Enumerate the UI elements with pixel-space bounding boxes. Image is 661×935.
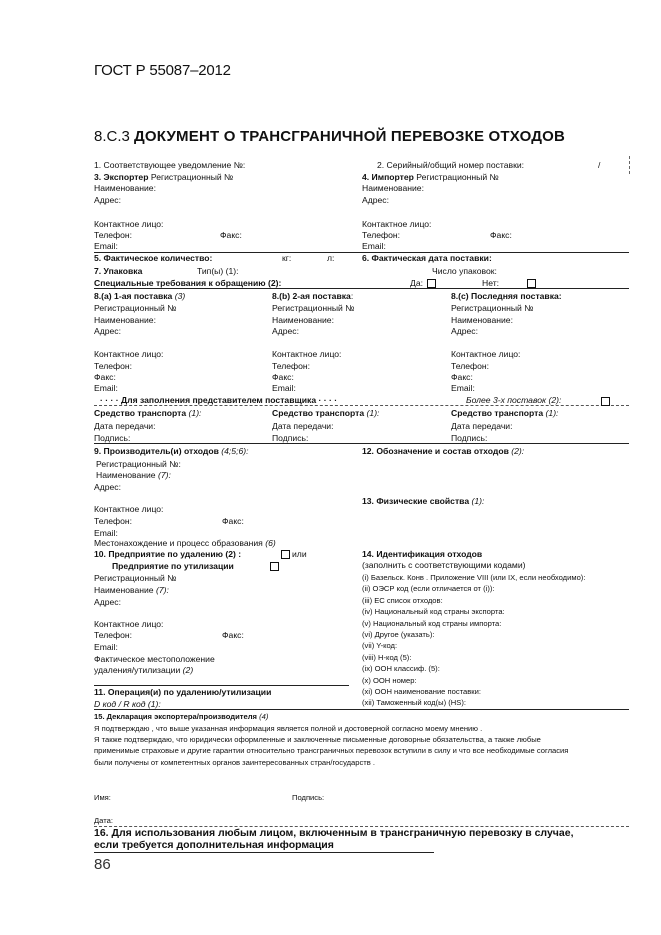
transport-1	[94, 408, 201, 418]
title-text: ДОКУМЕНТ О ТРАНСГРАНИЧНОЙ ПЕРЕВОЗКЕ ОТХОДОВ	[134, 128, 566, 145]
carrier-3-phone: Телефон:	[451, 361, 490, 371]
transport-3-note: (1):	[545, 408, 559, 418]
producer-name: Наименование	[96, 470, 156, 480]
declaration-date: Дата:	[94, 816, 113, 825]
disposal-actual2: удаления/утилизации	[94, 665, 181, 675]
rule-before-s11	[94, 685, 349, 686]
carrier-fill-dots-right: · · · ·	[318, 395, 338, 405]
disposal-heading-line	[94, 549, 241, 559]
disposal-actual2-note: (2)	[182, 665, 194, 675]
transport-1-date: Дата передачи:	[94, 421, 156, 431]
more-than-three-checkbox[interactable]	[601, 397, 610, 406]
transport-2-date: Дата передачи:	[272, 421, 334, 431]
importer-phone: Телефон:	[362, 230, 401, 240]
actual-quantity: 5. Фактическое количество:	[94, 253, 213, 263]
declaration-p2: Я также подтверждаю, что юридически оформленные и заключенные письменные договорные обязательства, а также любые	[94, 735, 541, 744]
exporter-name: Наименование:	[94, 183, 156, 193]
rule-before-s15	[94, 709, 629, 710]
shipment-slash: /	[598, 160, 601, 170]
carrier-2-fax: Факс:	[272, 372, 294, 382]
declaration-note: (4)	[259, 712, 269, 721]
transport-2-sign: Подпись:	[272, 433, 309, 443]
carrier-fill-label	[100, 395, 337, 405]
carrier-2-heading: 8.(b) 2-ая поставка	[272, 291, 351, 301]
carrier-1-email: Email:	[94, 383, 118, 393]
producer-site: Местонахождение и процесс образования	[94, 538, 263, 548]
producer-heading-line	[94, 446, 249, 456]
transport-2-means: Средство транспорта	[272, 408, 365, 418]
operation-codes: D код / R код (1):	[94, 699, 161, 709]
waste-id-item: (vi) Другое (указать):	[362, 630, 435, 639]
carrier-1-reg: Регистрационный №	[94, 303, 177, 313]
more-than-three-colon: :	[558, 395, 562, 405]
waste-id-item: (ii) ОЭСР код (если отличается от (i)):	[362, 584, 495, 594]
exporter-email: Email:	[94, 241, 118, 251]
rule-after-s16	[94, 852, 434, 853]
carrier-3-address: Адрес:	[451, 326, 478, 336]
producer-name-line	[96, 470, 171, 480]
disposal-email: Email:	[94, 642, 118, 652]
disposal-name-line	[94, 585, 169, 595]
recovery-checkbox[interactable]	[270, 562, 279, 571]
waste-composition: 12. Обозначение и состав отходов	[362, 446, 509, 456]
transport-3-date: Дата передачи:	[451, 421, 513, 431]
disposal-fax: Факс:	[222, 630, 244, 640]
waste-id-item: (xii) Таможенный код(ы) (HS):	[362, 698, 466, 708]
producer-contact: Контактное лицо:	[94, 504, 164, 514]
producer-phone: Телефон:	[94, 516, 133, 526]
carrier-1-fax: Факс:	[94, 372, 116, 382]
quantity-l: л:	[327, 253, 335, 263]
document-title	[94, 128, 565, 145]
rule-after-packaging	[94, 288, 629, 289]
recovery-heading: Предприятие по утилизации	[112, 561, 234, 571]
carrier-2-phone: Телефон:	[272, 361, 311, 371]
declaration-p1: Я подтверждаю , что выше указанная информация является полной и достоверной согласно моему мнению .	[94, 724, 483, 733]
disposal-heading: 10. Предприятие по удалению (2) :	[94, 549, 242, 559]
waste-id-heading: 14. Идентификация отходов	[362, 549, 483, 559]
carrier-fill-text: Для заполнения представителем поставщика	[121, 395, 317, 405]
exporter-contact: Контактное лицо:	[94, 219, 164, 229]
transport-3-sign: Подпись:	[451, 433, 488, 443]
declaration-sign: Подпись:	[292, 793, 325, 802]
packaging-heading: 7. Упаковка	[94, 266, 143, 276]
special-handling: Специальные требования к обращению (2):	[94, 278, 282, 288]
importer-heading: 4. Импортер	[362, 172, 414, 182]
disposal-phone: Телефон:	[94, 630, 133, 640]
waste-id-item: (iii) ЕС список отходов:	[362, 595, 443, 605]
disposal-reg: Регистрационный №	[94, 573, 177, 583]
disposal-or: или	[292, 549, 307, 559]
carrier-1-note: (3)	[174, 291, 186, 301]
carrier-1-name: Наименование:	[94, 315, 156, 325]
producer-heading: 9. Производитель(и) отходов	[94, 446, 219, 456]
carrier-2-reg: Регистрационный №	[272, 303, 355, 313]
disposal-checkbox[interactable]	[281, 550, 290, 559]
special-yes-label: Да:	[410, 278, 423, 288]
carrier-1-address: Адрес:	[94, 326, 121, 336]
declaration-p3: применимые страховые и другие гарантии относительно трансграничных перевозок вступили в силу и что все необходимые согласия	[94, 746, 569, 755]
physical-properties-line	[362, 496, 484, 506]
carrier-fill-dots-left: · · · ·	[100, 395, 119, 405]
shipment-number: 2. Серийный/общий номер поставки:	[377, 160, 525, 170]
exporter-reg: Регистрационный №	[150, 172, 234, 182]
disposal-name-note: (7):	[155, 585, 169, 595]
waste-composition-line	[362, 446, 524, 456]
physical-properties-note: (1):	[471, 496, 485, 506]
transport-2-note: (1):	[366, 408, 380, 418]
packaging-types: Тип(ы) (1):	[197, 266, 239, 276]
declaration-p4: были получены от компетентных органов заинтересованных стран/государств .	[94, 758, 376, 767]
carrier-3-reg: Регистрационный №	[451, 303, 534, 313]
transport-3	[451, 408, 558, 418]
special-no-checkbox[interactable]	[527, 279, 536, 288]
transport-2	[272, 408, 379, 418]
carrier-3-contact: Контактное лицо:	[451, 349, 521, 359]
declaration-heading-line	[94, 712, 268, 721]
disposal-contact: Контактное лицо:	[94, 619, 164, 629]
carrier-1-phone: Телефон:	[94, 361, 133, 371]
producer-fax: Факс:	[222, 516, 244, 526]
standard-number: ГОСТ Р 55087–2012	[94, 62, 231, 79]
carrier-1-heading-line	[94, 291, 185, 301]
exporter-phone: Телефон:	[94, 230, 133, 240]
exporter-heading: 3. Экспортер	[94, 172, 149, 182]
transport-3-means: Средство транспорта	[451, 408, 544, 418]
importer-name: Наименование:	[362, 183, 424, 193]
importer-reg: Регистрационный №	[416, 172, 499, 182]
importer-fax: Факс:	[490, 230, 512, 240]
frame-right-top	[629, 156, 630, 174]
physical-properties: 13. Физические свойства	[362, 496, 470, 506]
producer-site-note: (6)	[265, 538, 276, 548]
additional-info-line2: если требуется дополнительная информация	[94, 839, 334, 851]
more-than-three-text: Более 3-х поставок (2)	[466, 395, 559, 405]
quantity-kg: кг:	[282, 253, 292, 263]
carrier-3-fax: Факс:	[451, 372, 473, 382]
waste-composition-note: (2):	[511, 446, 525, 456]
producer-reg: Регистрационный №:	[96, 459, 181, 469]
disposal-address: Адрес:	[94, 597, 121, 607]
actual-date: 6. Фактическая дата поставки:	[362, 253, 492, 263]
additional-info-line1: 16. Для использования любым лицом, включенным в трансграничную перевозку в случае,	[94, 827, 574, 839]
waste-id-item: (x) ООН номер:	[362, 675, 417, 685]
carrier-2-email: Email:	[272, 383, 296, 393]
rule-carrier-fill	[94, 405, 629, 406]
waste-id-item: (vii) Y-код:	[362, 641, 398, 651]
producer-name-note: (7):	[157, 470, 171, 480]
carrier-3-name: Наименование:	[451, 315, 513, 325]
producer-note: (4;5;6):	[221, 446, 249, 456]
exporter-address: Адрес:	[94, 195, 121, 205]
carrier-1-heading: 8.(a) 1-ая поставка	[94, 291, 173, 301]
waste-id-item: (xi) ООН наименование поставки:	[362, 687, 481, 696]
waste-id-item: (ix) ООН классиф. (5):	[362, 664, 440, 674]
disposal-actual2-line	[94, 665, 193, 675]
carrier-1-contact: Контактное лицо:	[94, 349, 164, 359]
carrier-2-name: Наименование:	[272, 315, 334, 325]
notification-number: 1. Соответствующее уведомление №:	[94, 160, 246, 170]
packaging-count: Число упаковок:	[432, 266, 497, 276]
carrier-3-email: Email:	[451, 383, 475, 393]
carrier-3-heading: 8.(c) Последняя поставка:	[451, 291, 562, 301]
producer-site-line	[94, 538, 276, 548]
waste-id-item: (i) Базельск. Конв . Приложение VIII (или IX, если необходимо):	[362, 573, 586, 582]
disposal-name: Наименование	[94, 585, 154, 595]
transport-1-note: (1):	[188, 408, 202, 418]
exporter-heading-line	[94, 172, 233, 182]
rule-after-transport	[94, 443, 629, 444]
exporter-fax: Факс:	[220, 230, 242, 240]
page-number: 86	[94, 856, 111, 873]
importer-heading-line	[362, 172, 499, 182]
transport-1-sign: Подпись:	[94, 433, 131, 443]
producer-address: Адрес:	[94, 482, 121, 492]
waste-id-sub: (заполнить с соответствующими кодами)	[362, 560, 526, 570]
carrier-2-note: :	[350, 291, 354, 301]
importer-email: Email:	[362, 241, 386, 251]
importer-address: Адрес:	[362, 195, 389, 205]
operation-heading: 11. Операция(и) по удалению/утилизации	[94, 687, 272, 697]
carrier-2-address: Адрес:	[272, 326, 299, 336]
special-no-label: Нет:	[482, 278, 500, 288]
waste-id-item: (iv) Национальный код страны экспорта:	[362, 607, 505, 617]
disposal-actual: Фактическое местоположение	[94, 654, 215, 664]
declaration-name: Имя:	[94, 793, 111, 802]
waste-id-item: (viii) H-код (5):	[362, 652, 412, 662]
declaration-heading: 15. Декларация экспортера/производителя	[94, 712, 257, 721]
transport-1-means: Средство транспорта	[94, 408, 187, 418]
more-than-three-label	[466, 395, 561, 405]
waste-id-item: (v) Национальный код страны импорта:	[362, 618, 502, 628]
title-number: 8.С.3	[94, 128, 130, 145]
special-yes-checkbox[interactable]	[427, 279, 436, 288]
carrier-2-heading-line	[272, 291, 353, 301]
importer-contact: Контактное лицо:	[362, 219, 432, 229]
producer-email: Email:	[94, 528, 118, 538]
carrier-2-contact: Контактное лицо:	[272, 349, 342, 359]
